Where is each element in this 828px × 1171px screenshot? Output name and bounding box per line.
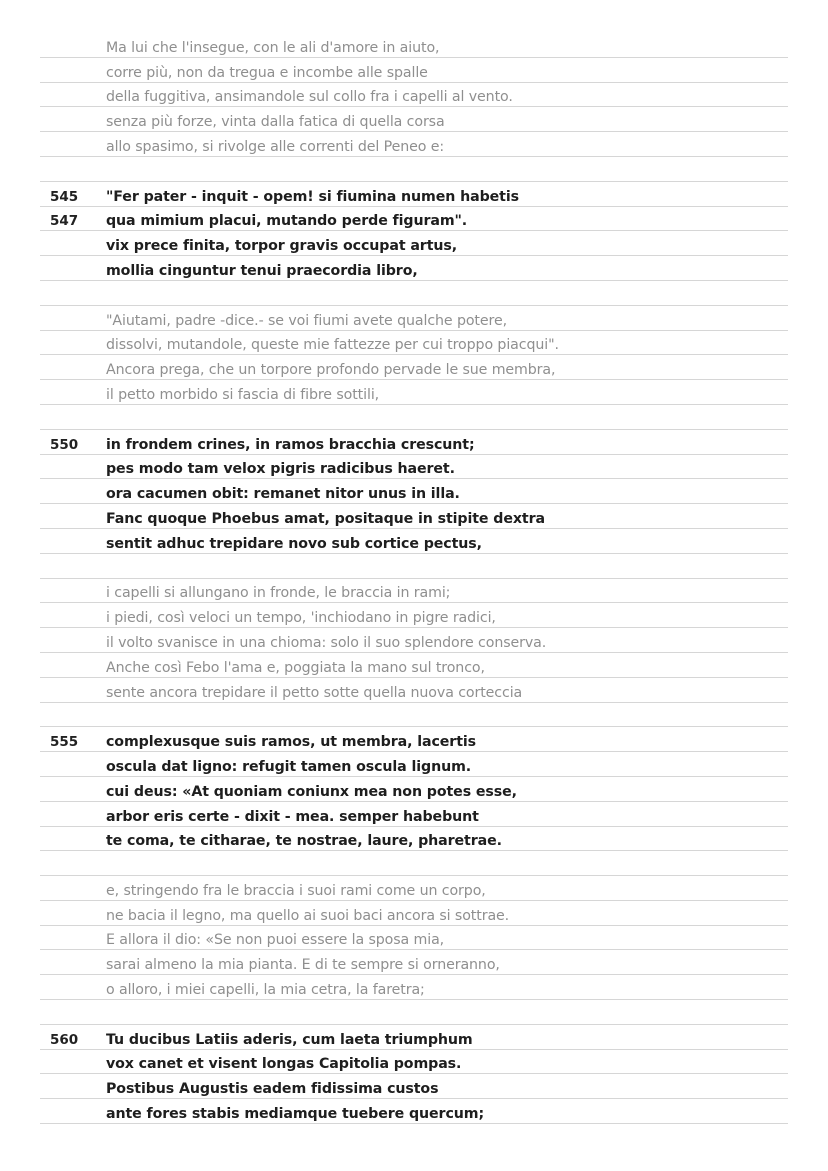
latin-verse-line [40, 529, 788, 554]
verse-text: il volto svanisce in una chioma: solo il suo splendore conserva. [106, 634, 547, 651]
latin-verse-line [40, 455, 788, 480]
blank-ruled-line [40, 851, 788, 876]
latin-verse-line [40, 231, 788, 256]
verse-text: il petto morbido si fascia di fibre sottili, [106, 386, 380, 403]
blank-ruled-line [40, 281, 788, 306]
verse-text: della fuggitiva, ansimandole sul collo fra i capelli al vento. [106, 89, 513, 106]
verse-text: "Fer pater - inquit - opem! si fiumina numen habetis [106, 188, 519, 205]
italian-translation-line [40, 355, 788, 380]
verse-text: arbor eris certe - dixit - mea. semper habebunt [106, 808, 479, 825]
verse-text: i piedi, così veloci un tempo, 'inchiodano in pigre radici, [106, 610, 496, 627]
verse-text: dissolvi, mutandole, queste mie fattezze per cui troppo piacqui". [106, 337, 559, 354]
italian-translation-line [40, 306, 788, 331]
verse-text: Postibus Augustis eadem fidissima custos [106, 1081, 439, 1098]
italian-translation-line [40, 380, 788, 405]
verse-text: in frondem crines, in ramos bracchia crescunt; [106, 436, 475, 453]
verse-text: qua mimium placui, mutando perde figuram". [106, 213, 468, 230]
verse-text: sentit adhuc trepidare novo sub cortice pectus, [106, 535, 482, 552]
latin-verse-line [40, 504, 788, 529]
verse-text: te coma, te citharae, te nostrae, laure, pharetrae. [106, 833, 502, 850]
verse-number: 545 [50, 188, 79, 205]
verse-text: corre più, non da tregua e incombe alle spalle [106, 64, 428, 81]
blank-ruled-line [40, 157, 788, 182]
verse-text: sarai almeno la mia pianta. E di te sempre si orneranno, [106, 957, 500, 974]
italian-translation-line [40, 579, 788, 604]
blank-ruled-line [40, 405, 788, 430]
blank-ruled-line [40, 1000, 788, 1025]
latin-verse-line [40, 1074, 788, 1099]
italian-translation-line [40, 132, 788, 157]
latin-verse-line [40, 752, 788, 777]
italian-translation-line [40, 876, 788, 901]
verse-text: mollia cinguntur tenui praecordia libro, [106, 262, 418, 279]
verse-text: Ma lui che l'insegue, con le ali d'amore in aiuto, [106, 39, 440, 56]
latin-verse-line [40, 1025, 788, 1050]
verse-text: oscula dat ligno: refugit tamen oscula lignum. [106, 758, 472, 775]
latin-verse-line [40, 182, 788, 207]
verse-number: 560 [50, 1031, 79, 1048]
latin-verse-line [40, 1099, 788, 1124]
latin-verse-line [40, 777, 788, 802]
italian-translation-line [40, 653, 788, 678]
italian-translation-line [40, 950, 788, 975]
italian-translation-line [40, 33, 788, 58]
italian-translation-line [40, 678, 788, 703]
latin-verse-line [40, 479, 788, 504]
blank-ruled-line [40, 703, 788, 728]
latin-verse-line [40, 430, 788, 455]
verse-text: sente ancora trepidare il petto sotte quella nuova corteccia [106, 684, 523, 701]
verse-text: ante fores stabis mediamque tuebere quercum; [106, 1106, 485, 1123]
latin-verse-line [40, 1050, 788, 1075]
verse-text: Ancora prega, che un torpore profondo pervade le sue membra, [106, 362, 556, 379]
verse-text: E allora il dio: «Se non puoi essere la sposa mia, [106, 932, 445, 949]
verse-text: allo spasimo, si rivolge alle correnti del Peneo e: [106, 138, 445, 155]
verse-text: vix prece finita, torpor gravis occupat artus, [106, 238, 458, 255]
verse-number: 555 [50, 734, 79, 751]
latin-verse-line [40, 207, 788, 232]
italian-translation-line [40, 58, 788, 83]
italian-translation-line [40, 331, 788, 356]
verse-text: Fanc quoque Phoebus amat, positaque in stipite dextra [106, 510, 545, 527]
verse-text: pes modo tam velox pigris radicibus haeret. [106, 461, 455, 478]
verse-number: 550 [50, 436, 79, 453]
verse-number: 547 [50, 213, 79, 230]
latin-verse-line [40, 802, 788, 827]
verse-text: ora cacumen obit: remanet nitor unus in illa. [106, 486, 460, 503]
verse-text: e, stringendo fra le braccia i suoi rami come un corpo, [106, 882, 486, 899]
italian-translation-line [40, 107, 788, 132]
italian-translation-line [40, 901, 788, 926]
latin-verse-line [40, 827, 788, 852]
verse-text: ne bacia il legno, ma quello ai suoi baci ancora si sottrae. [106, 907, 510, 924]
blank-ruled-line [40, 554, 788, 579]
italian-translation-line [40, 926, 788, 951]
verse-text: i capelli si allungano in fronde, le braccia in rami; [106, 585, 451, 602]
verse-text: Anche così Febo l'ama e, poggiata la mano sul tronco, [106, 659, 485, 676]
verse-text: "Aiutami, padre -dice.- se voi fiumi avete qualche potere, [106, 312, 507, 329]
verse-text: complexusque suis ramos, ut membra, lacertis [106, 734, 476, 751]
verse-text: o alloro, i miei capelli, la mia cetra, la faretra; [106, 982, 425, 999]
verse-text: vox canet et visent longas Capitolia pompas. [106, 1056, 462, 1073]
latin-verse-line [40, 256, 788, 281]
italian-translation-line [40, 603, 788, 628]
verse-text: cui deus: «At quoniam coniunx mea non potes esse, [106, 783, 517, 800]
italian-translation-line [40, 975, 788, 1000]
italian-translation-line [40, 83, 788, 108]
verse-text: senza più forze, vinta dalla fatica di quella corsa [106, 114, 445, 131]
verse-text: Tu ducibus Latiis aderis, cum laeta triumphum [106, 1031, 473, 1048]
latin-verse-line [40, 727, 788, 752]
italian-translation-line [40, 628, 788, 653]
